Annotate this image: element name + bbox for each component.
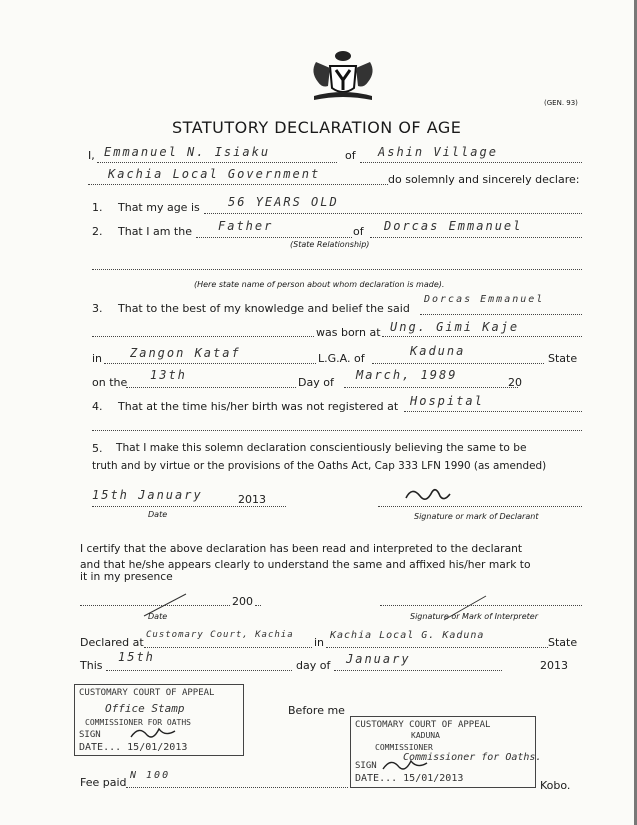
certify-line3: it in my presence [80, 570, 173, 583]
declared-day: 15th [118, 650, 155, 664]
address-line1: Ashin Village [378, 145, 498, 159]
commissioner-stamp [350, 716, 542, 788]
birth-month-year: March, 1989 [356, 368, 458, 382]
declarant-name: Emmanuel N. Isiaku [104, 145, 271, 159]
item1-num: 1. [92, 201, 103, 214]
declarant-sig-caption: Signature or mark of Declarant [414, 512, 539, 521]
person-name: Dorcas Emmanuel [384, 219, 523, 233]
certify-date-caption: Date [148, 612, 168, 621]
declared-state: State [548, 636, 578, 649]
item5-line2: truth and by virtue or the provisions of the Oaths Act, Cap 333 LFN 1990 (as amended) [92, 460, 547, 472]
before-me: Before me [288, 704, 345, 717]
lga-label: L.G.A. of [318, 352, 365, 365]
item5-line1: That I make this solemn declaration conscientiously believing the same to be [116, 442, 527, 454]
stamp-right-sign: SIGN [355, 761, 377, 771]
this-label: This [80, 659, 103, 672]
stamp-right-line3: COMMISSIONER [375, 743, 433, 752]
stamp-left-line3: COMMISSIONER FOR OATHS [85, 718, 191, 727]
item2-num: 2. [92, 225, 103, 238]
declared-place: Customary Court, Kachia [146, 630, 294, 640]
not-registered-at: Hospital [410, 394, 484, 408]
relationship-value: Father [218, 219, 274, 233]
birth-state: Kaduna [410, 344, 466, 358]
item2-of: of [353, 225, 364, 238]
age-value: 56 YEARS OLD [228, 195, 339, 209]
intro-of: of [345, 149, 356, 162]
address-line2: Kachia Local Government [108, 167, 321, 181]
birth-town: Zangon Kataf [130, 346, 241, 360]
person-caption: (Here state name of person about whom declaration is made). [194, 280, 445, 289]
item4-label: That at the time his/her birth was not registered at [118, 400, 399, 413]
stamp-left-line1: CUSTOMARY COURT OF APPEAL [79, 688, 215, 698]
birth-day: 13th [150, 368, 187, 382]
declared-at-label: Declared at [80, 636, 144, 649]
certify-line2: and that he/she appears clearly to understand the same and affixed his/her mark to [80, 558, 531, 571]
on-the-label: on the [92, 376, 128, 389]
stamp-left-signature-icon [129, 723, 179, 743]
day-of-label2: day of [296, 659, 331, 672]
interpreter-sig-caption: Signature or Mark of Interpreter [410, 612, 538, 621]
item5-num: 5. [92, 442, 103, 455]
birth-place: Ung. Gimi Kaje [390, 320, 520, 334]
item3-num: 3. [92, 302, 103, 315]
sign-date: 15th January [92, 488, 203, 502]
item3-label: That to the best of my knowledge and belief the said [118, 302, 410, 315]
declared-lga: Kachia Local G. Kaduna [330, 630, 485, 641]
item4-num: 4. [92, 400, 103, 413]
relationship-caption: (State Relationship) [290, 240, 370, 249]
in-label: in [92, 352, 103, 365]
stamp-right-title: Commissioner for Oaths. [403, 752, 542, 763]
declarant-signature-icon [400, 484, 460, 506]
stamp-right-line2: KADUNA [411, 731, 440, 740]
declared-year: 2013 [540, 659, 568, 672]
item3-person: Dorcas Emmanuel [424, 294, 545, 305]
intro-declare: do solemnly and sincerely declare: [388, 173, 580, 186]
intro-prefix: I, [88, 149, 95, 162]
stamp-right-date: DATE... 15/01/2013 [355, 773, 464, 784]
fee-value: N 100 [130, 770, 171, 781]
stamp-left-office: Office Stamp [105, 702, 185, 715]
certify-line1: I certify that the above declaration has been read and interpreted to the declarant [80, 542, 523, 555]
born-at-label: was born at [316, 326, 381, 339]
coat-of-arms-icon [308, 48, 378, 106]
item2-label: That I am the [118, 225, 192, 238]
stamp-left-sign: SIGN [79, 730, 101, 740]
state-label: State [548, 352, 578, 365]
date-caption: Date [148, 510, 168, 519]
certify-year: 200 [232, 595, 253, 608]
stamp-left-date: DATE... 15/01/2013 [79, 742, 188, 753]
item1-label: That my age is [118, 201, 200, 214]
fee-label: Fee paid [80, 776, 127, 789]
form-code: (GEN. 93) [544, 99, 578, 107]
page-title: STATUTORY DECLARATION OF AGE [172, 118, 462, 137]
declared-month: January [346, 652, 411, 666]
declared-in: in [314, 636, 325, 649]
stamp-right-line1: CUSTOMARY COURT OF APPEAL [355, 720, 491, 730]
sign-year: 2013 [238, 493, 266, 506]
year-suffix: 20 [508, 376, 522, 389]
day-of-label: Day of [298, 376, 334, 389]
kobo-label: Kobo. [540, 779, 571, 792]
stamp-right-signature-icon [381, 755, 431, 775]
office-stamp-left [74, 684, 244, 756]
